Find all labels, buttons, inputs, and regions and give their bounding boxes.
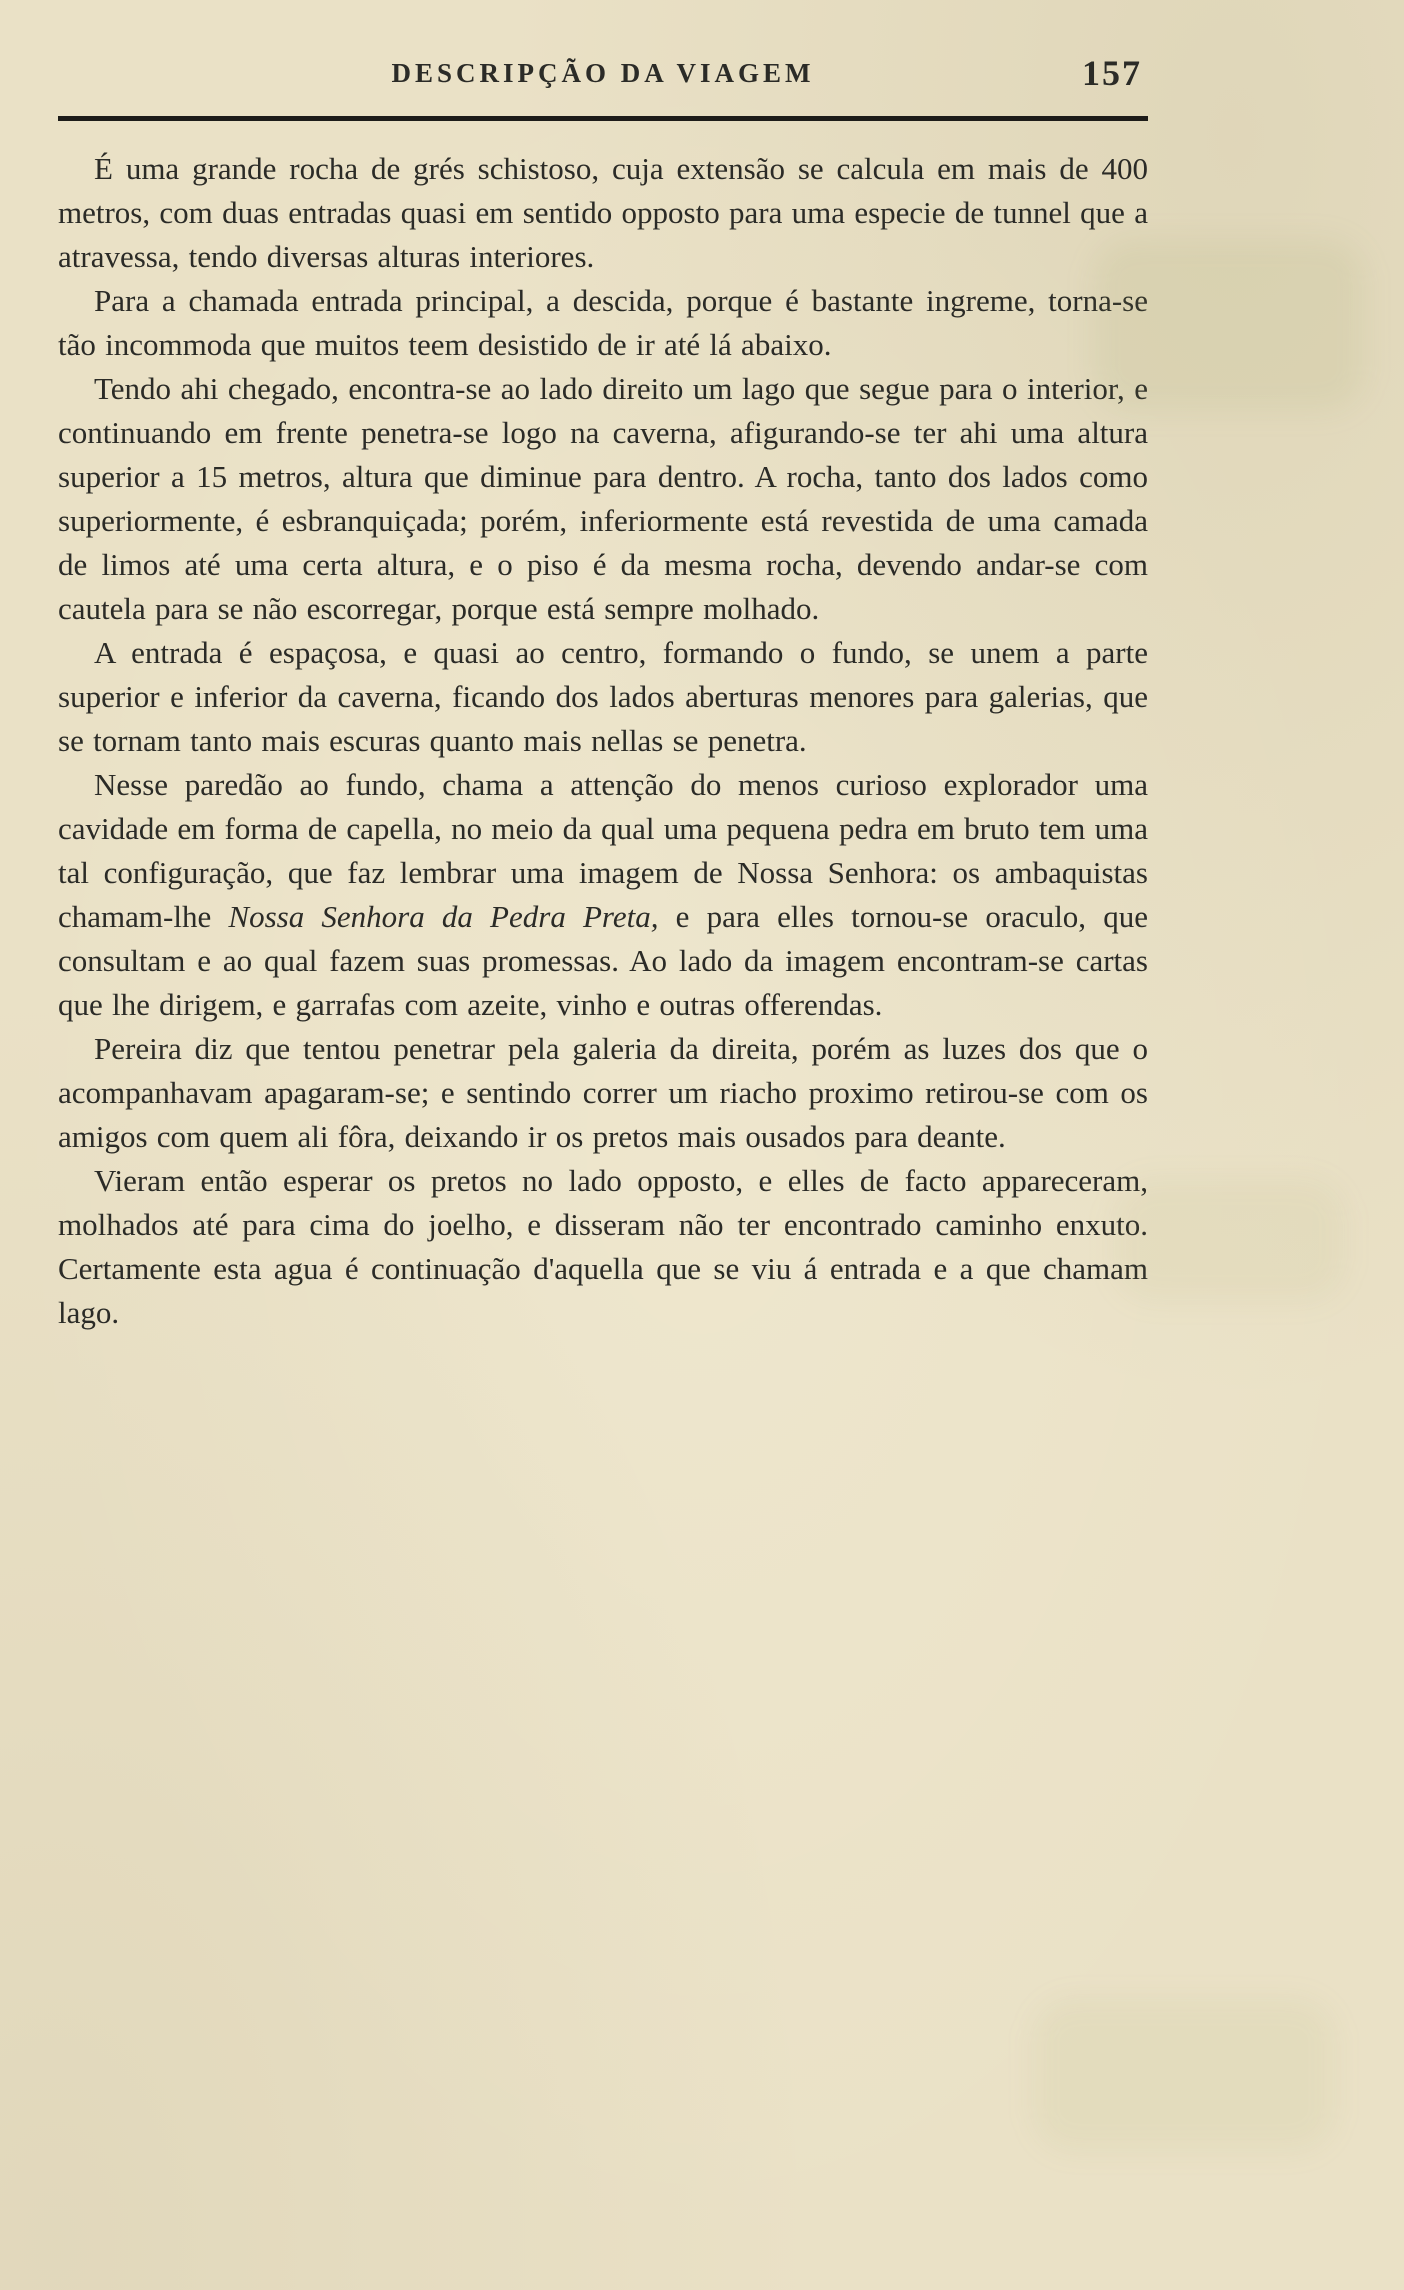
paragraph-5 <box>58 763 1148 1027</box>
page-header <box>58 53 1148 104</box>
paragraph-text: A entrada é espaçosa, e quasi ao centro, formando o fundo, se unem a parte superior e inferior da caverna, ficando dos lados aberturas menores para galerias, que se tornam tanto mais escuras quanto mais nellas se penetra. <box>58 635 1148 758</box>
italic-phrase: Nossa Senhora da Pedra Preta, <box>228 899 659 934</box>
show-through-smudge <box>1034 2000 1334 2150</box>
show-through-smudge <box>1114 1180 1344 1300</box>
paragraph-text: Vieram então esperar os pretos no lado opposto, e elles de facto appareceram, molhados até para cima do joelho, e disseram não ter encontrado caminho enxuto. Certamente esta agua é continuação d'aquella que se viu á entrada e a que chamam lago. <box>58 1163 1148 1330</box>
paragraph-text: e para elles tornou-se oraculo, que consultam e ao qual fazem suas promessas. Ao lado da imagem encontram-se cartas que lhe dirigem, e garrafas com azeite, vinho e outras offerendas. <box>58 899 1148 1022</box>
paragraph-2 <box>58 279 1148 367</box>
paragraph-text: É uma grande rocha de grés schistoso, cuja extensão se calcula em mais de 400 metros, com duas entradas quasi em sentido opposto para uma especie de tunnel que a atravessa, tendo diversas alturas interiores. <box>58 151 1148 274</box>
paragraph-text: Para a chamada entrada principal, a descida, porque é bastante ingreme, torna-se tão incommoda que muitos teem desistido de ir até lá abaixo. <box>58 283 1148 362</box>
paragraph-4 <box>58 631 1148 763</box>
header-rule <box>58 116 1148 121</box>
page-body <box>58 147 1148 1335</box>
page-number: 157 <box>1082 53 1142 93</box>
running-title: DESCRIPÇÃO DA VIAGEM <box>391 58 815 88</box>
paragraph-text: Tendo ahi chegado, encontra-se ao lado direito um lago que segue para o interior, e continuando em frente penetra-se logo na caverna, afigurando-se ter ahi uma altura superior a 15 metros, altura que diminue para dentro. A rocha, tanto dos lados como superiormente, é esbranquiçada; porém, inferiormente está revestida de uma camada de limos até uma certa altura, e o piso é da mesma rocha, devendo andar-se com cautela para se não escorregar, porque está sempre molhado. <box>58 371 1148 626</box>
paragraph-6 <box>58 1027 1148 1159</box>
paragraph-text: Pereira diz que tentou penetrar pela galeria da direita, porém as luzes dos que o acompanhavam apagaram-se; e sentindo correr um riacho proximo retirou-se com os amigos com quem ali fôra, deixando ir os pretos mais ousados para deante. <box>58 1031 1148 1154</box>
paragraph-3 <box>58 367 1148 631</box>
paragraph-7 <box>58 1159 1148 1335</box>
paragraph-text: Nesse paredão ao fundo, chama a attenção do menos curioso explorador uma cavidade em forma de capella, no meio da qual uma pequena pedra em bruto tem uma tal configuração, que faz lembrar uma imagem de Nossa Senhora: os ambaquistas chamam-lhe <box>58 767 1148 934</box>
paragraph-1 <box>58 147 1148 279</box>
